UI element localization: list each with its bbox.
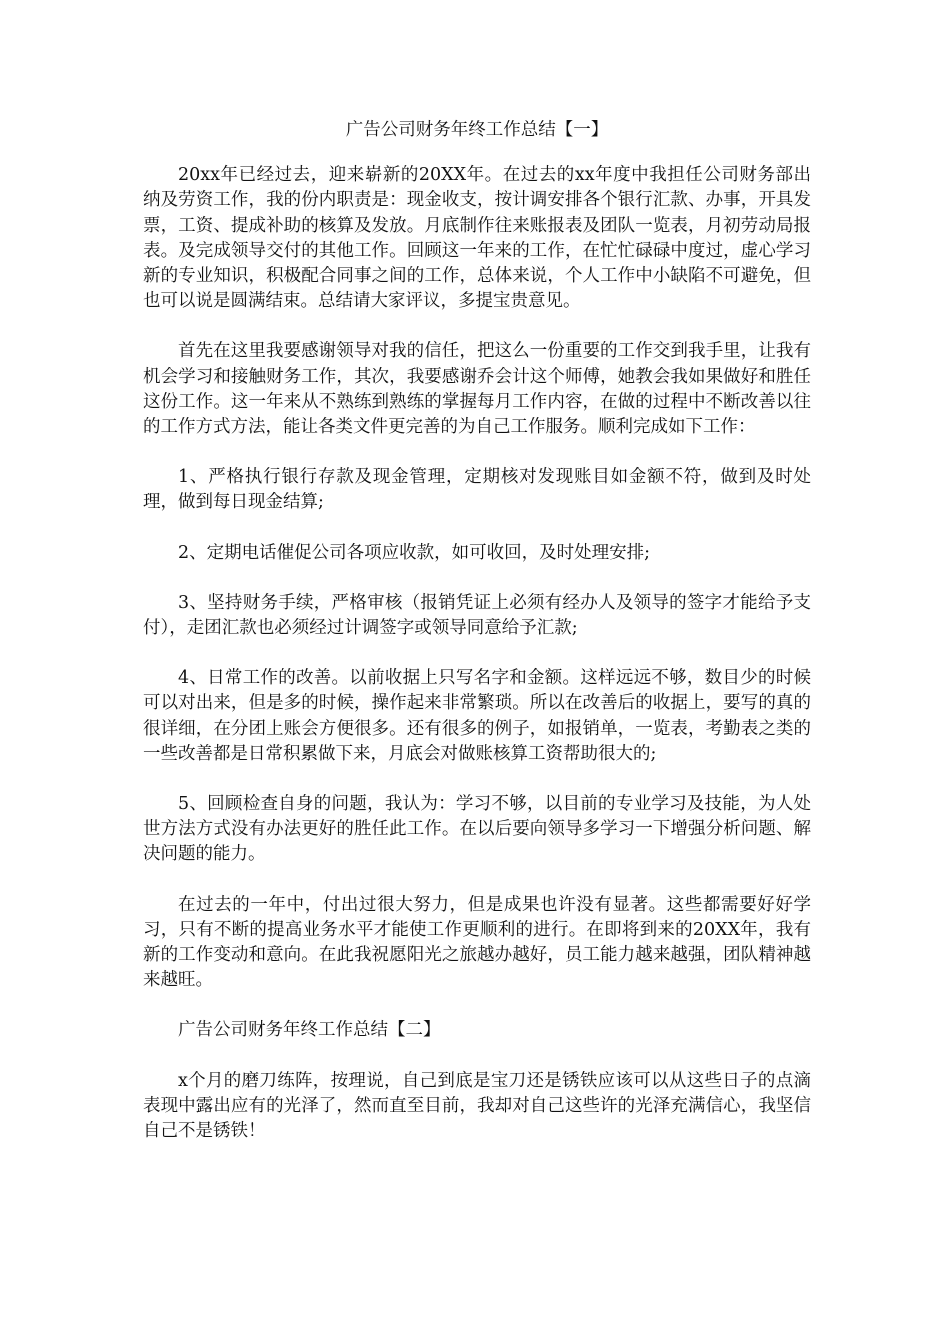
list-item-3: 3、坚持财务手续，严格审核（报销凭证上必须有经办人及领导的签字才能给予支付），走团汇款也必须经过计调签字或领导同意给予汇款; [143, 592, 811, 639]
list-item-4: 4、日常工作的改善。以前收据上只写名字和金额。这样远远不够，数目少的时候可以对出来，但是多的时候，操作起来非常繁琐。所以在改善后的收据上，要写的真的很详细，在分团上账会方便很多。还有很多的例子，如报销单，一览表，考勤表之类的一些改善都是日常积累做下来，月底会对做账核算工资帮助很大的; [143, 668, 811, 764]
document-body [143, 118, 811, 1169]
list-item-2: 2、定期电话催促公司各项应收款，如可收回，及时处理安排; [178, 542, 651, 563]
section-title: 广告公司财务年终工作总结【二】 [178, 1020, 441, 1041]
list-item-5: 5、回顾检查自身的问题，我认为：学习不够，以目前的专业学习及技能，为人处世方法方式没有办法更好的胜任此工作。在以后要向领导多学习一下增强分析问题、解决问题的能力。 [143, 794, 811, 865]
paragraph: x个月的磨刀练阵，按理说，自己到底是宝刀还是锈铁应该可以从这些日子的点滴表现中露出应有的光泽了，然而直至目前，我却对自己这些许的光泽充满信心，我坚信自己不是锈铁！ [143, 1070, 811, 1142]
paragraph: 首先在这里我要感谢领导对我的信任，把这么一份重要的工作交到我手里，让我有机会学习和接触财务工作，其次，我要感谢乔会计这个师傅，她教会我如果做好和胜任这份工作。这一年来从不熟练到熟练的掌握每月工作内容，在做的过程中不断改善以往的工作方式方法，能让各类文件更完善的为自己工作服务。顺利完成如下工作： [143, 341, 811, 438]
list-item-1: 1、严格执行银行存款及现金管理，定期核对发现账目如金额不符，做到及时处理，做到每日现金结算; [143, 467, 811, 513]
document-title: 广告公司财务年终工作总结【一】 [345, 120, 609, 140]
paragraph: 20xx年已经过去，迎来崭新的20XX年。在过去的xx年度中我担任公司财务部出纳及劳资工作，我的份内职责是：现金收支，按计调安排各个银行汇款、办事，开具发票，工资、提成补助的核算及发放。月底制作往来账报表及团队一览表，月初劳动局报表。及完成领导交付的其他工作。回顾这一年来的工作，在忙忙碌碌中度过，虚心学习新的专业知识，积极配合同事之间的工作，总体来说，个人工作中小缺陷不可避免，但也可以说是圆满结束。总结请大家评议，多提宝贵意见。 [143, 165, 811, 312]
paragraph: 在过去的一年中，付出过很大努力，但是成果也许没有显著。这些都需要好好学习，只有不断的提高业务水平才能使工作更顺利的进行。在即将到来的20XX年，我有新的工作变动和意向。在此我祝愿阳光之旅越办越好，员工能力越来越强，团队精神越来越旺。 [143, 894, 811, 991]
